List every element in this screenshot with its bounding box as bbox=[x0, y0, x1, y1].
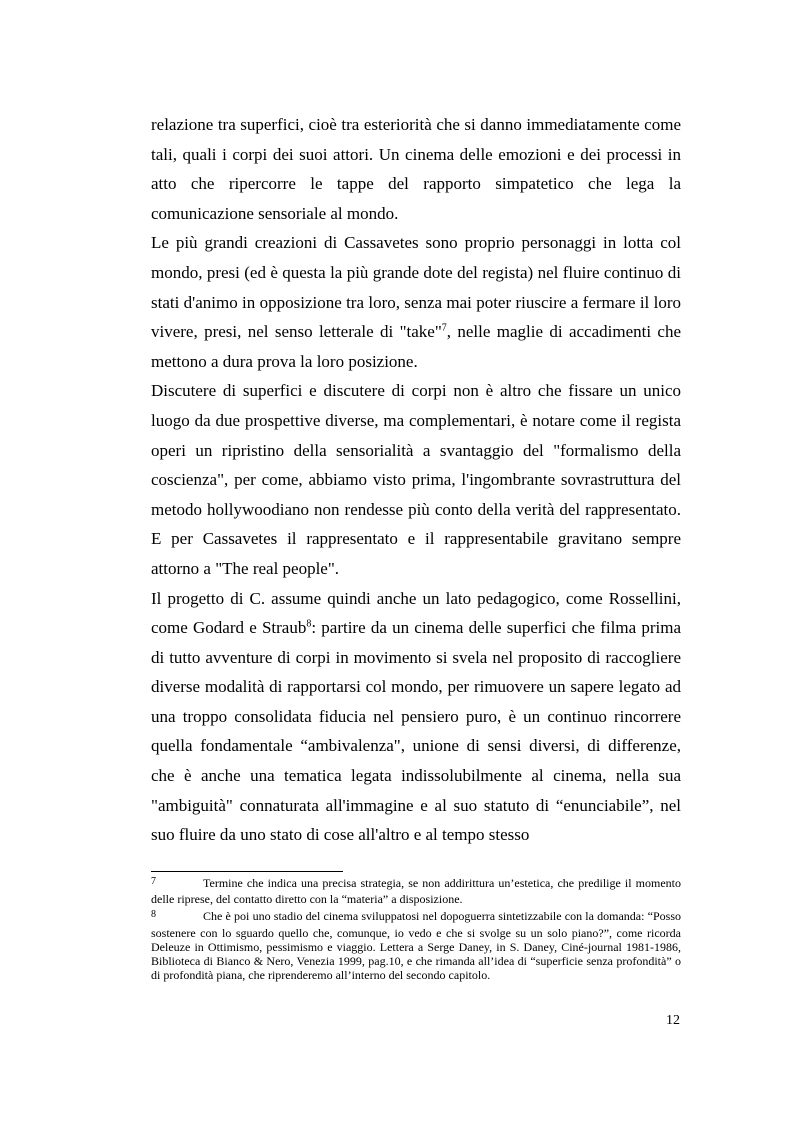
paragraph bbox=[151, 584, 681, 850]
paragraph-text: , nelle maglie di accadimenti che mettono a dura prova la loro posizione. bbox=[151, 322, 682, 371]
footnote bbox=[151, 909, 681, 982]
paragraph-text: : partire da un cinema delle superfici che filma prima di tutto avventure di corpi in movimento si svela nel proposito di raccogliere diverse modalità di rapportarsi col mondo, per rimuovere un sapere legato ad una troppo consolidata fiducia nel pensiero puro, è un continuo rincorrere quella fondamentale “ambivalenza", unione di sensi diversi, di differenze, che è anche una tematica legata indissolubilmente al cinema, nella sua "ambiguità" connaturata all'immagine e al suo statuto di “enunciabile”, nel suo fluire da uno stato di cose all'altro e al tempo stesso bbox=[151, 618, 682, 845]
paragraph-text: Le più grandi creazioni di Cassavetes sono proprio personaggi in lotta col mondo, presi (ed è questa la più grande dote del regista) nel fluire continuo di stati d'animo in opposizione tra loro, senza mai poter riuscire a fermare il loro vivere, presi, nel senso letterale di "take" bbox=[151, 233, 681, 342]
paragraph: relazione tra superfici, cioè tra esteriorità che si danno immediatamente come tali, quali i corpi dei suoi attori. Un cinema delle emozioni e dei processi in atto che ripercorre le tappe del rapporto simpatetico che lega la comunicazione sensoriale al mondo. bbox=[151, 115, 681, 223]
paragraph: Discutere di superfici e discutere di corpi non è altro che fissare un unico luogo da due prospettive diverse, ma complementari, è notare come il regista operi un ripristino della sensorialità a svantaggio del "formalismo della coscienza", per come, abbiamo visto prima, l'ingombrante sovrastruttura del metodo hollywoodiano non rendesse più conto della verità del rappresentato. E per Cassavetes il rappresentato e il rappresentabile gravitano sempre attorno a "The real people". bbox=[151, 381, 681, 578]
paragraph bbox=[151, 228, 681, 376]
footnotes bbox=[151, 876, 681, 985]
page-number: 12 bbox=[666, 1013, 680, 1028]
footnote-text: Termine che indica una precisa strategia, se non addirittura un’estetica, che predilige il momento delle riprese, del contatto diretto con la “materia” a disposizione. bbox=[151, 876, 681, 907]
footnote-number: 7 bbox=[151, 876, 156, 887]
body-text bbox=[151, 110, 681, 850]
footnote-number: 8 bbox=[151, 909, 156, 921]
footnote bbox=[151, 876, 681, 906]
footnote-text: Che è poi uno stadio del cinema sviluppatosi nel dopoguerra sintetizzabile con la domanda: “Posso sostenere con lo sguardo quello che, comunque, io vedo e che si svolge su un solo piano?”, come ricorda Deleuze in Ottimismo, pessimismo e viaggio. Lettera a Serge Daney, in S. Daney, Ciné-journal 1981-1986, Biblioteca di Bianco & Nero, Venezia 1999, pag.10, e che rimanda all’idea di “superficie senza profondità” o di profondità piana, che riprenderemo all’interno del secondo capitolo. bbox=[151, 909, 681, 983]
footnote-separator bbox=[151, 871, 343, 872]
footnote-reference: 8 bbox=[306, 618, 312, 630]
footnote-reference: 7 bbox=[441, 322, 447, 334]
paragraph-text: Il progetto di C. assume quindi anche un lato pedagogico, come Rossellini, come Godard e Straub bbox=[151, 588, 681, 638]
